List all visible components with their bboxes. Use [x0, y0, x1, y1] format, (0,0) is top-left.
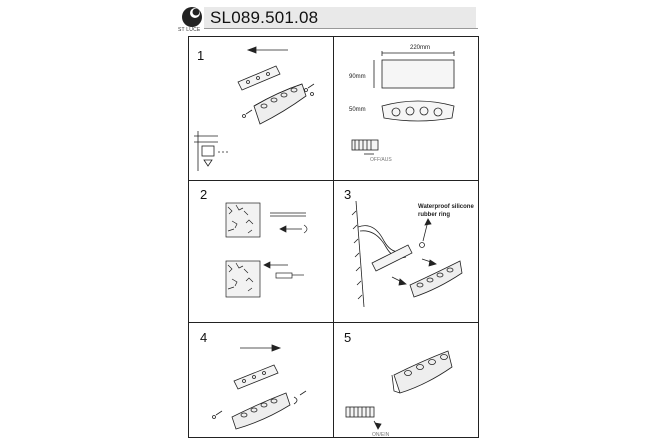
dimension-height-label: 90mm [349, 74, 366, 80]
step-number-4: 4 [200, 330, 208, 345]
step-number-3: 3 [344, 187, 352, 202]
step-4-illustration [188, 323, 333, 437]
step-number-1: 1 [197, 48, 205, 63]
callout-line-1: Waterproof silicone [418, 204, 474, 210]
step-1-illustration [188, 36, 333, 180]
step-number-5: 5 [344, 330, 352, 345]
callout-line-2: rubber ring [418, 212, 451, 218]
brand-name: ST LUCE [178, 27, 201, 33]
step-number-2: 2 [200, 187, 208, 202]
dimension-depth-label: 50mm [349, 107, 366, 113]
step-3-illustration [334, 181, 479, 322]
switch-on-label: ON/EIN [372, 432, 390, 438]
step-2-illustration [188, 181, 333, 322]
step-5-illustration [334, 323, 479, 437]
switch-off-label: OFF/AUS [370, 157, 392, 163]
dimension-width-label: 220mm [410, 45, 431, 51]
page-title: SL089.501.08 [210, 8, 319, 27]
